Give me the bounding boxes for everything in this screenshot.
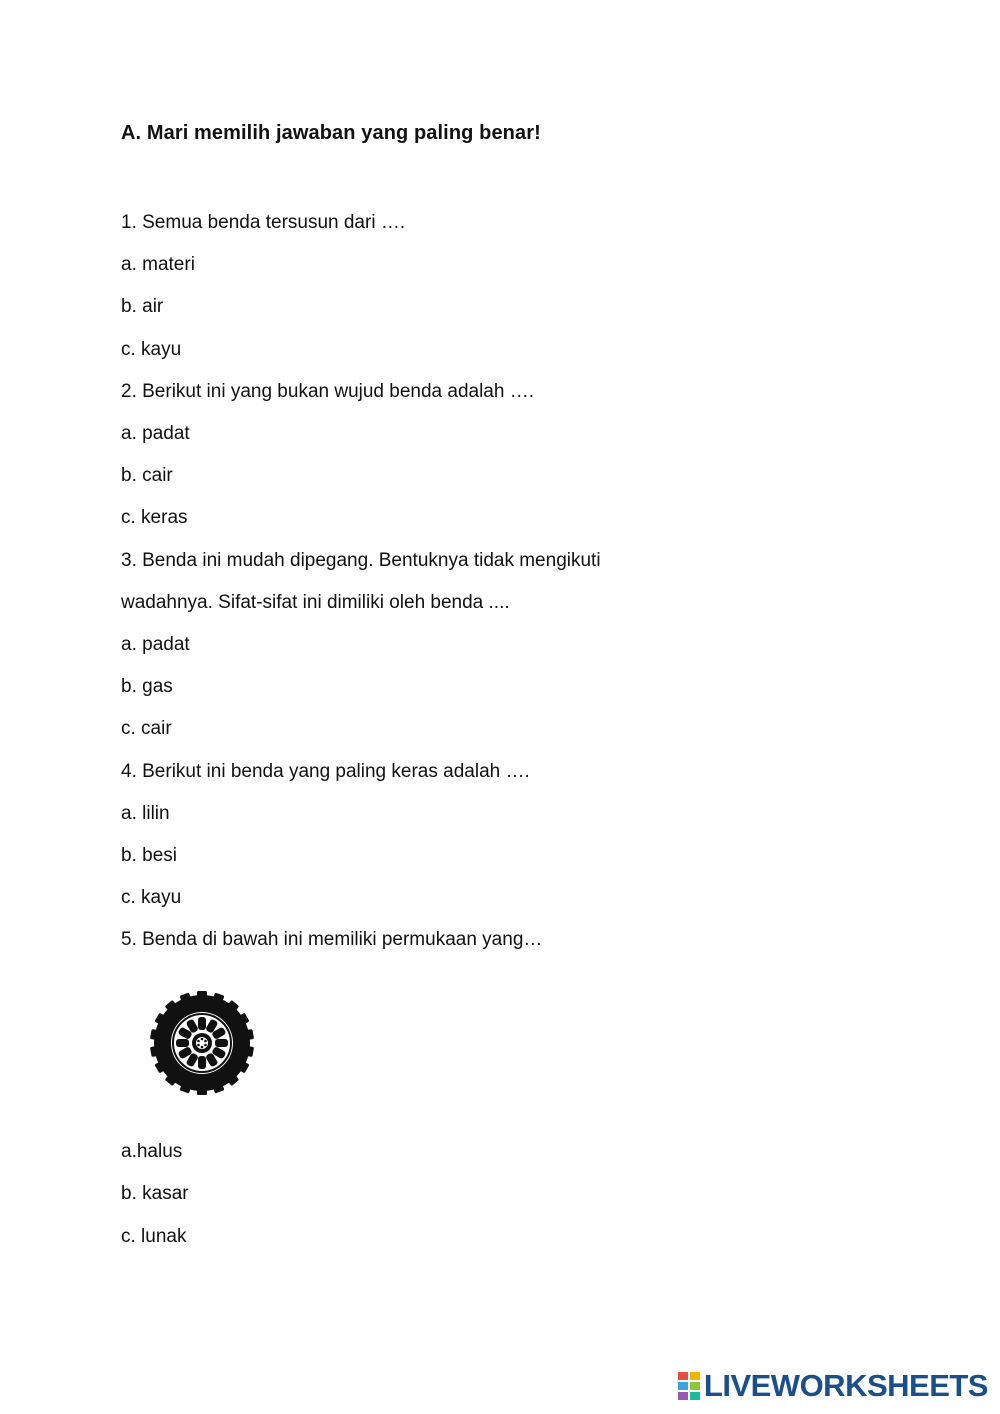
question-4: 4. Berikut ini benda yang paling keras adalah …. [121, 761, 530, 782]
q5-option-c: c. lunak [121, 1226, 187, 1247]
q3-option-c: c. cair [121, 718, 172, 739]
tire-icon [150, 991, 254, 1095]
q3-option-a: a. padat [121, 634, 190, 655]
question-2: 2. Berikut ini yang bukan wujud benda adalah …. [121, 381, 534, 402]
q5-option-a: a.halus [121, 1141, 183, 1162]
q1-option-a: a. materi [121, 254, 195, 275]
q3-option-b: b. gas [121, 676, 173, 697]
question-1: 1. Semua benda tersusun dari …. [121, 212, 406, 233]
q2-option-c: c. keras [121, 507, 188, 528]
brand-name: LIVEWORKSHEETS [703, 1368, 988, 1403]
section-title: A. Mari memilih jawaban yang paling benar! [121, 122, 541, 144]
question-3-line-1: 3. Benda ini mudah dipegang. Bentuknya tidak mengikuti [121, 550, 601, 571]
question-5: 5. Benda di bawah ini memiliki permukaan yang… [121, 929, 543, 950]
tire-image [150, 991, 254, 1095]
q4-option-b: b. besi [121, 845, 177, 866]
q5-option-b: b. kasar [121, 1183, 189, 1204]
q4-option-a: a. lilin [121, 803, 170, 824]
liveworksheets-logo-icon [678, 1372, 700, 1400]
q2-option-b: b. cair [121, 465, 173, 486]
q2-option-a: a. padat [121, 423, 190, 444]
q1-option-b: b. air [121, 296, 164, 317]
q4-option-c: c. kayu [121, 887, 182, 908]
question-3-line-2: wadahnya. Sifat-sifat ini dimiliki oleh benda .... [121, 592, 510, 613]
q1-option-c: c. kayu [121, 339, 182, 360]
liveworksheets-brand [678, 1368, 988, 1404]
